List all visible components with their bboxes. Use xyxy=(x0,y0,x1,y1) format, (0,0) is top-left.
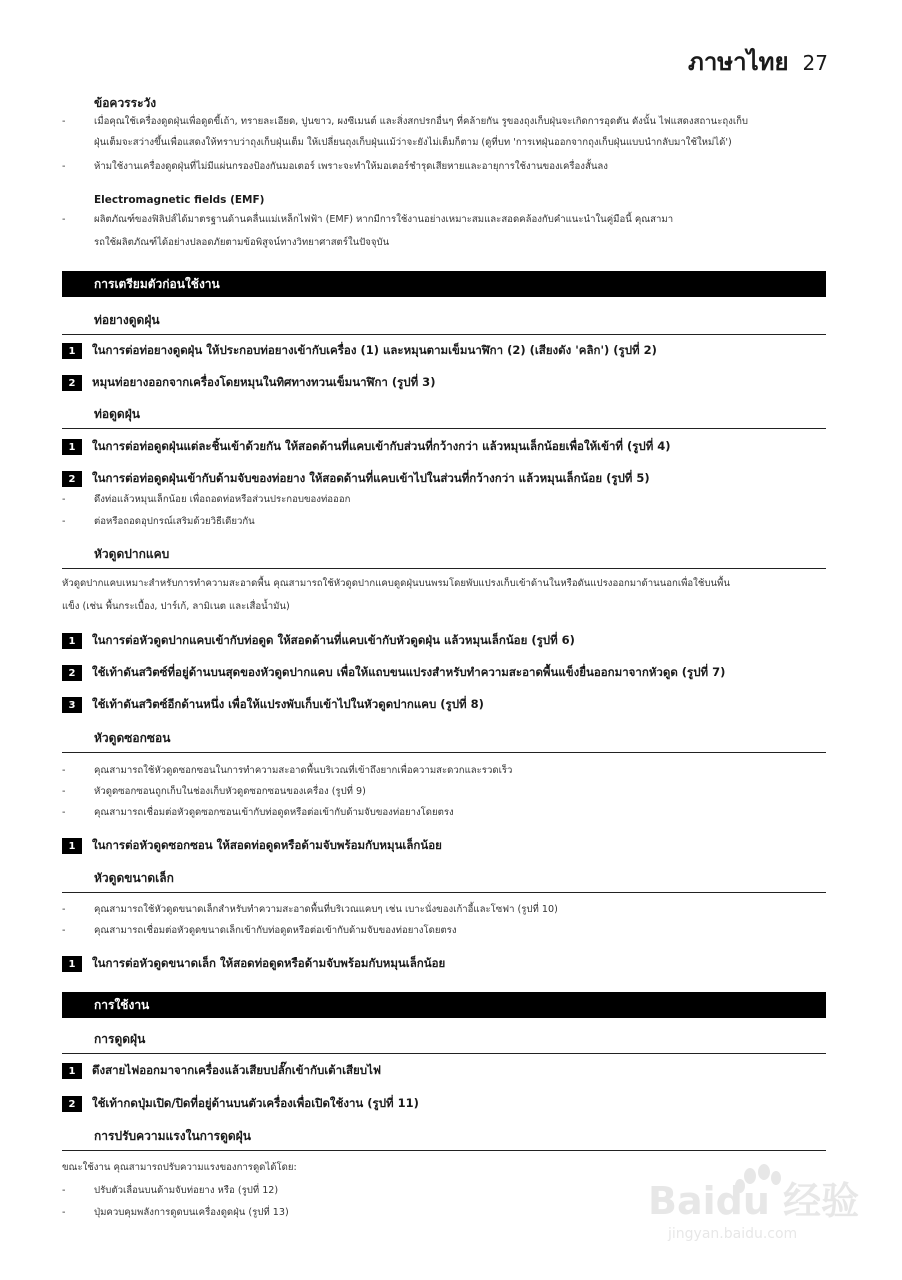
section-band-use: การใช้งาน xyxy=(62,992,826,1018)
step: 1 ดึงสายไฟออกมาจากเครื่องแล้วเสียบปลั๊กเข้ากับเต้าเสียบไฟ xyxy=(62,1062,826,1080)
page-number: 27 xyxy=(802,51,828,75)
nozzle-paragraph: หัวดูดปากแคบเหมาะสำหรับการทำความสะอาดพื้น คุณสามารถใช้หัวดูดปากแคบดูดฝุ่นบนพรมโดยพับแปรงเก็บเข้าด้านในหรือดันแปรงออกมาด้านนอกเพื่อใช้บนพื้น xyxy=(62,578,730,589)
subsection-crevice: หัวดูดซอกซอน xyxy=(62,729,826,753)
step-number: 1 xyxy=(62,439,82,455)
step-number: 3 xyxy=(62,697,82,713)
caution-item: - ห้ามใช้งานเครื่องดูดฝุ่นที่ไม่มีแผ่นกรองป้องกันมอเตอร์ เพราะจะทำให้มอเตอร์ชำรุดเสียหายและอายุการใช้งานของเครื่องสั้นลง xyxy=(62,161,608,172)
step: 1 ในการต่อท่อดูดฝุ่นแต่ละชิ้นเข้าด้วยกัน ให้สอดด้านที่แคบเข้ากับส่วนที่กว้างกว่า แล้วหมุนเล็กน้อยเพื่อให้เข้าที่ (รูปที่ 4) xyxy=(62,438,826,456)
step: 2 ใช้เท้ากดปุ่มเปิด/ปิดที่อยู่ด้านบนตัวเครื่องเพื่อเปิดใช้งาน (รูปที่ 11) xyxy=(62,1095,826,1113)
tube-bullet: - ดึงท่อแล้วหมุนเล็กน้อย เพื่อถอดท่อหรือส่วนประกอบของท่อออก xyxy=(62,494,351,505)
watermark-logo: Baidu 经验 xyxy=(648,1179,860,1223)
step: 1 ในการต่อหัวดูดซอกซอน ให้สอดท่อดูดหรือด้ามจับพร้อมกับหมุนเล็กน้อย xyxy=(62,837,826,855)
power-intro: ขณะใช้งาน คุณสามารถปรับความแรงของการดูดได้โดย: xyxy=(62,1162,297,1173)
subsection-vacuuming: การดูดฝุ่น xyxy=(62,1030,826,1054)
caution-item: - เมื่อคุณใช้เครื่องดูดฝุ่นเพื่อดูดขี้เถ้า, ทรายละเอียด, ปูนขาว, ผงซีเมนต์ และสิ่งสกปรกอื่นๆ ที่คล้ายกัน รูของถุงเก็บฝุ่นจะเกิดการอุดตัน ดังนั้น ไฟแสดงสถานะถุงเก็บ xyxy=(62,116,749,127)
power-bullet: - ปุ่มควบคุมพลังการดูดบนเครื่องดูดฝุ่น (รูปที่ 13) xyxy=(62,1207,289,1218)
caution-title: ข้อควรระวัง xyxy=(94,96,157,110)
step-number: 1 xyxy=(62,633,82,649)
tube-bullet: - ต่อหรือถอดอุปกรณ์เสริมด้วยวิธีเดียวกัน xyxy=(62,516,255,527)
subsection-floor-nozzle: หัวดูดปากแคบ xyxy=(62,545,826,569)
step: 2 หมุนท่อยางออกจากเครื่องโดยหมุนในทิศทางทวนเข็มนาฬิกา (รูปที่ 3) xyxy=(62,374,826,392)
subsection-small-nozzle: หัวดูดขนาดเล็ก xyxy=(62,869,826,893)
step: 2 ในการต่อท่อดูดฝุ่นเข้ากับด้ามจับของท่อยาง ให้สอดด้านที่แคบเข้าไปในส่วนที่กว้างกว่า แล้วหมุนเล็กน้อย (รูปที่ 5) xyxy=(62,470,826,488)
baidu-watermark xyxy=(640,1160,880,1260)
subsection-hose: ท่อยางดูดฝุ่น xyxy=(62,311,826,335)
step-number: 1 xyxy=(62,838,82,854)
nozzle-paragraph-cont: แข็ง (เช่น พื้นกระเบื้อง, ปาร์เก้, ลามิเนต และเสื่อน้ำมัน) xyxy=(62,601,290,612)
small-bullet: - คุณสามารถเชื่อมต่อหัวดูดขนาดเล็กเข้ากับท่อดูดหรือต่อเข้ากับด้ามจับของท่อยางโดยตรง xyxy=(62,925,457,936)
emf-text-cont: รถใช้ผลิตภัณฑ์ได้อย่างปลอดภัยตามข้อพิสูจน์ทางวิทยาศาสตร์ในปัจจุบัน xyxy=(94,237,390,248)
step-number: 1 xyxy=(62,956,82,972)
emf-text: - ผลิตภัณฑ์ของฟิลิปส์ได้มาตรฐานด้านคลื่นแม่เหล็กไฟฟ้า (EMF) หากมีการใช้งานอย่างเหมาะสมและสอดคล้องกับคำแนะนำในคู่มือนี้ คุณสามา xyxy=(62,214,674,225)
step: 1 ในการต่อหัวดูดขนาดเล็ก ให้สอดท่อดูดหรือด้ามจับพร้อมกับหมุนเล็กน้อย xyxy=(62,955,826,973)
small-bullet: - คุณสามารถใช้หัวดูดขนาดเล็กสำหรับทำความสะอาดพื้นที่บริเวณแคบๆ เช่น เบาะนั่งของเก้าอี้และโซฟา (รูปที่ 10) xyxy=(62,904,558,915)
crevice-bullet: - คุณสามารถใช้หัวดูดซอกซอนในการทำความสะอาดพื้นบริเวณที่เข้าถึงยากเพื่อความสะดวกและรวดเร็ว xyxy=(62,765,513,776)
subsection-suction-power: การปรับความแรงในการดูดฝุ่น xyxy=(62,1127,826,1151)
section-band-preparation: การเตรียมตัวก่อนใช้งาน xyxy=(62,271,826,297)
step: 2 ใช้เท้าดันสวิตซ์ที่อยู่ด้านบนสุดของหัวดูดปากแคบ เพื่อให้แถบขนแปรงสำหรับทำความสะอาดพื้นแข็งยื่นออกมาจากหัวดูด (รูปที่ 7) xyxy=(62,664,826,682)
step: 3 ใช้เท้าดันสวิตซ์อีกด้านหนึ่ง เพื่อให้แปรงพับเก็บเข้าไปในหัวดูดปากแคบ (รูปที่ 8) xyxy=(62,696,826,714)
step-number: 1 xyxy=(62,343,82,359)
page-header xyxy=(688,42,828,81)
step-number: 2 xyxy=(62,665,82,681)
subsection-tube: ท่อดูดฝุ่น xyxy=(62,405,826,429)
step-number: 1 xyxy=(62,1063,82,1079)
language-title: ภาษาไทย xyxy=(688,48,789,76)
watermark-url: jingyan.baidu.com xyxy=(668,1226,798,1242)
crevice-bullet: - คุณสามารถเชื่อมต่อหัวดูดซอกซอนเข้ากับท่อดูดหรือต่อเข้ากับด้ามจับของท่อยางโดยตรง xyxy=(62,807,454,818)
caution-item-cont: ฝุ่นเต็มจะสว่างขึ้นเพื่อแสดงให้ทราบว่าถุงเก็บฝุ่นเต็ม ให้เปลี่ยนถุงเก็บฝุ่นแม้ว่าจะยังไม่เต็มก็ตาม (ดูที่บท 'การเทฝุ่นออกจากถุงเก็บฝุ่นแบบนำกลับมาใช้ใหม่ได้') xyxy=(94,137,732,148)
step: 1 ในการต่อท่อยางดูดฝุ่น ให้ประกอบท่อยางเข้ากับเครื่อง (1) และหมุนตามเข็มนาฬิกา (2) (เสียงดัง 'คลิก') (รูปที่ 2) xyxy=(62,342,826,360)
step-number: 2 xyxy=(62,375,82,391)
step-number: 2 xyxy=(62,471,82,487)
step: 1 ในการต่อหัวดูดปากแคบเข้ากับท่อดูด ให้สอดด้านที่แคบเข้ากับหัวดูดฝุ่น แล้วหมุนเล็กน้อย (รูปที่ 6) xyxy=(62,632,826,650)
step-number: 2 xyxy=(62,1096,82,1112)
power-bullet: - ปรับตัวเลื่อนบนด้ามจับท่อยาง หรือ (รูปที่ 12) xyxy=(62,1185,279,1196)
emf-title: Electromagnetic fields (EMF) xyxy=(94,194,265,206)
crevice-bullet: - หัวดูดซอกซอนถูกเก็บในช่องเก็บหัวดูดซอกซอนของเครื่อง (รูปที่ 9) xyxy=(62,786,366,797)
